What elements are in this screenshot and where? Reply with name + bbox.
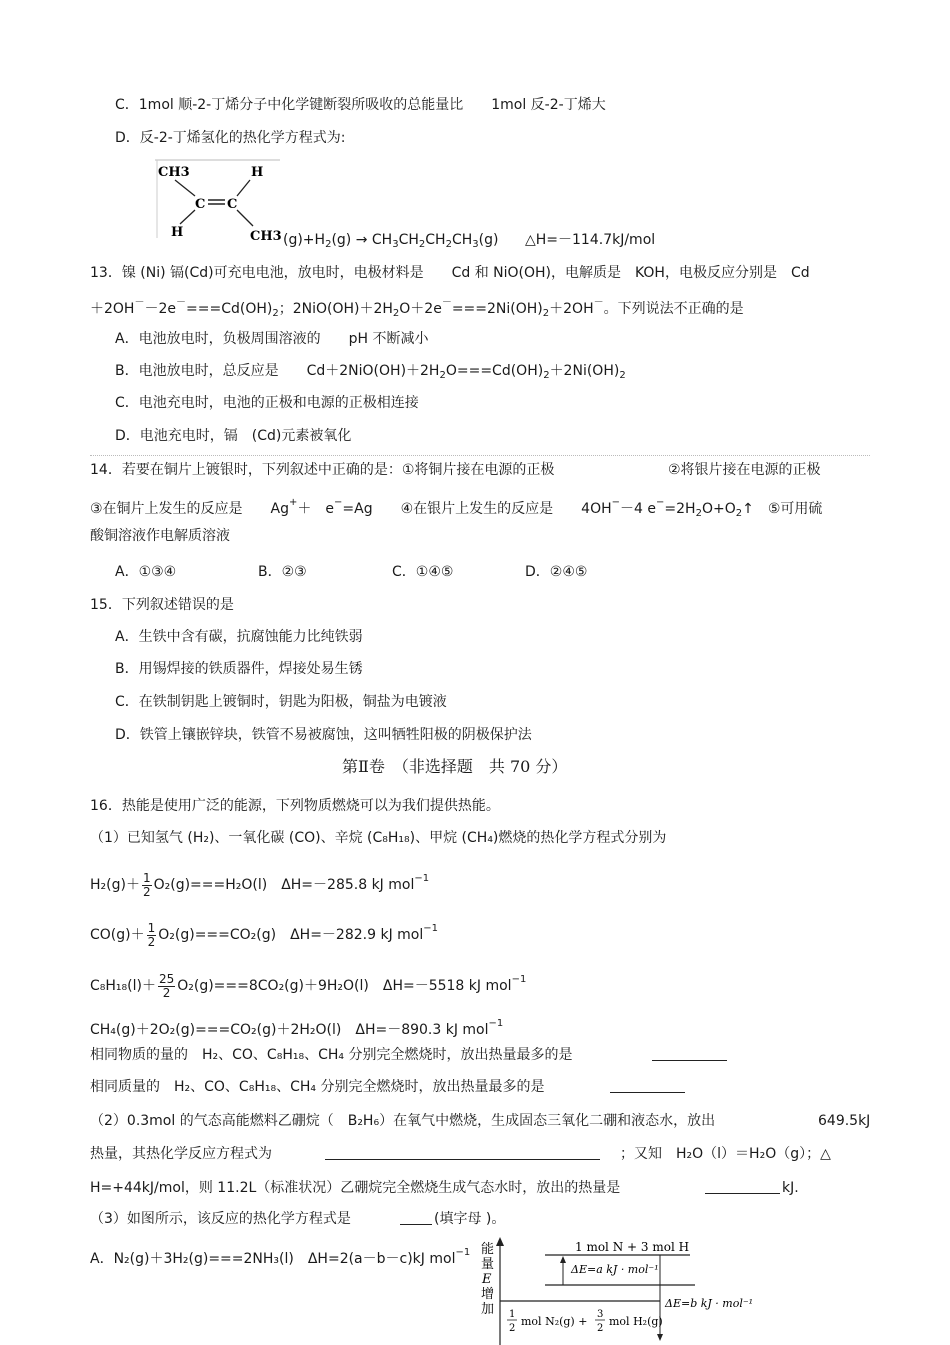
q16-stem: 16．热能是使用广泛的能源，下列物质燃烧可以为我们提供热能。: [90, 798, 500, 814]
trans-2-butene-structure: [155, 158, 285, 243]
diagram-y-label-2: E: [482, 1272, 492, 1287]
energy-level-diagram: [475, 1235, 765, 1345]
diagram-bottom-n2: mol N₂(g) +: [521, 1315, 588, 1328]
q13-option-d: D．电池充电时，镉 (Cd)元素被氧化: [115, 428, 352, 444]
mol-c-right: C: [227, 197, 238, 212]
q14-option-c: C．①④⑤: [392, 564, 454, 580]
diagram-y-label-3: 增: [481, 1287, 495, 1302]
q15-option-c: C．在铁制钥匙上镀铜时，钥匙为阳极，铜盐为电镀液: [115, 694, 447, 710]
q14-option-d: D．②④⑤: [525, 564, 588, 580]
diagram-frac-32-den: 2: [597, 1323, 604, 1334]
diagram-delta-b: ΔE=b kJ · mol⁻¹: [665, 1297, 754, 1310]
q15-option-d: D．铁管上镶嵌锌块，铁管不易被腐蚀，这叫牺牲阳极的阴极保护法: [115, 727, 532, 743]
q14-stem-line1: 14．若要在铜片上镀银时，下列叙述中正确的是：①将铜片接在电源的正极: [90, 462, 555, 478]
mol-h-top: H: [251, 165, 264, 180]
q12-d-delta-h: △H=－114.7kJ/mol: [525, 232, 656, 248]
q13-option-a: A．电池放电时，负极周围溶液的 pH 不断减小: [115, 331, 429, 347]
q16-part3-tail: (填字母 )。: [434, 1211, 506, 1227]
q16-part2-line3: H=+44kJ/mol，则 11.2L（标准状况）乙硼烷完全燃烧生成气态水时，放出的热量是: [90, 1180, 621, 1196]
q16-part2-line1: （2）0.3mol 的气态高能燃料乙硼烷（ B₂H₆）在氧气中燃烧，生成固态三氧化二硼和液态水，放出: [90, 1113, 716, 1129]
divider: [90, 455, 870, 456]
q16-part2-unit: kJ.: [782, 1180, 799, 1196]
q16-part2-line2: 热量，其热化学反应方程式为: [90, 1146, 272, 1162]
q15-stem: 15．下列叙述错误的是: [90, 597, 234, 613]
q13-option-b: B．电池放电时，总反应是 $Cd+2NiO(OH)+2H_2O===Cd(OH)_2+2Ni(OH)_2$: [115, 363, 626, 381]
diagram-frac-half-den: 2: [509, 1323, 516, 1334]
q15-option-b: B．用锡焊接的铁质器件，焊接处易生锈: [115, 661, 363, 677]
mol-ch3-bot: CH3: [250, 229, 282, 243]
q13-stem-line1: 13．镍 (Ni) 镉(Cd)可充电电池，放电时，电极材料是 Cd 和 NiO(OH)，电解质是 KOH，电极反应分别是 Cd: [90, 265, 810, 281]
diagram-delta-a: ΔE=a kJ · mol⁻¹: [571, 1263, 659, 1276]
q16-eq-octane: C₈H₁₈(l)＋ $\frac{25}{2}$ O₂(g)===8CO₂(g)＋9H₂O(l) ΔH=－5518 kJ mol$^{-1}$: [90, 971, 527, 1000]
q16-eq-h2: H₂(g)＋ $\frac{1}{2}$ O₂(g)===H₂O(l) ΔH=－285.8 kJ mol$^{-1}$: [90, 870, 430, 899]
answer-blank-letter[interactable]: [400, 1210, 432, 1225]
q14-stem-line2: ③在铜片上发生的反应是 Ag+＋ e−=Ag ④在银片上发生的反应是 4OH−－4 $e^-=2H_2O+O_2↑$ ⑤可用硫: [90, 497, 823, 519]
diagram-top-level: 1 mol N + 3 mol H: [575, 1240, 690, 1254]
mol-c-left: C: [195, 197, 206, 212]
q16-part2-heat: 649.5kJ: [818, 1113, 871, 1129]
q13-stem-line2: $+2OH^--2e^-===Cd(OH)_2$；$2NiO(OH)+2H_2O+2e^-===2Ni(OH)_2+2OH^-$。下列说法不正确的是: [90, 297, 744, 319]
diagram-bottom-h2: mol H₂(g): [609, 1315, 663, 1328]
q12-option-d: D．反-2-丁烯氢化的热化学方程式为:: [115, 130, 346, 146]
q12-d-equation: $(g)+H_2(g) \to CH_3CH_2CH_2CH_3(g)$: [283, 232, 499, 250]
q16-part2-line2b: ；又知 H₂O（l）＝H₂O（g）；△: [620, 1146, 831, 1162]
q12-option-c: C．1mol 顺-2-丁烯分子中化学键断裂所吸收的总能量比 1mol 反-2-丁烯大: [115, 97, 606, 113]
section-title: 第Ⅱ卷 （非选择题 共 70 分）: [342, 757, 568, 776]
q16-question-same-moles: 相同物质的量的 H₂、CO、C₈H₁₈、CH₄ 分别完全燃烧时，放出热量最多的是: [90, 1047, 573, 1063]
answer-blank-mass[interactable]: [610, 1078, 685, 1093]
q16-part3: （3）如图所示，该反应的热化学方程式是: [90, 1211, 351, 1227]
q14-option-b: B．②③: [258, 564, 307, 580]
q16-question-same-mass: 相同质量的 H₂、CO、C₈H₁₈、CH₄ 分别完全燃烧时，放出热量最多的是: [90, 1079, 545, 1095]
q16-eq-co: CO(g)＋ $\frac{1}{2}$ O₂(g)===CO₂(g) ΔH=－282.9 kJ mol$^{-1}$: [90, 920, 438, 949]
mol-h-bot: H: [171, 225, 184, 240]
answer-blank-moles[interactable]: [652, 1046, 727, 1061]
q15-option-a: A．生铁中含有碳，抗腐蚀能力比纯铁弱: [115, 629, 363, 645]
mol-ch3-top: CH3: [158, 165, 190, 180]
diagram-y-label-4: 加: [481, 1302, 495, 1317]
diagram-y-label-1: 量: [481, 1257, 495, 1272]
q16-option-a: A．N₂(g)＋3H₂(g)===2NH₃(l) ΔH=2(a－b－c)kJ mol$^{-1}$: [90, 1247, 471, 1267]
q13-option-c: C．电池充电时，电池的正极和电源的正极相连接: [115, 395, 419, 411]
answer-blank-equation[interactable]: [325, 1145, 600, 1160]
diagram-y-label-0: 能: [481, 1242, 495, 1257]
q16-eq-methane: CH₄(g)＋2O₂(g)===CO₂(g)＋2H₂O(l) ΔH=－890.3 kJ mol$^{-1}$: [90, 1018, 504, 1038]
q14-stem-line1b: ②将银片接在电源的正极: [668, 462, 821, 478]
answer-blank-heat[interactable]: [705, 1179, 780, 1194]
diagram-frac-half-num: 1: [509, 1309, 516, 1320]
diagram-frac-32-num: 3: [597, 1309, 604, 1320]
q14-stem-line3: 酸铜溶液作电解质溶液: [90, 528, 230, 544]
q16-part1: （1）已知氢气 (H₂)、一氧化碳 (CO)、辛烷 (C₈H₁₈)、甲烷 (CH₄)燃烧的热化学方程式分别为: [90, 830, 667, 846]
q14-option-a: A．①③④: [115, 564, 177, 580]
